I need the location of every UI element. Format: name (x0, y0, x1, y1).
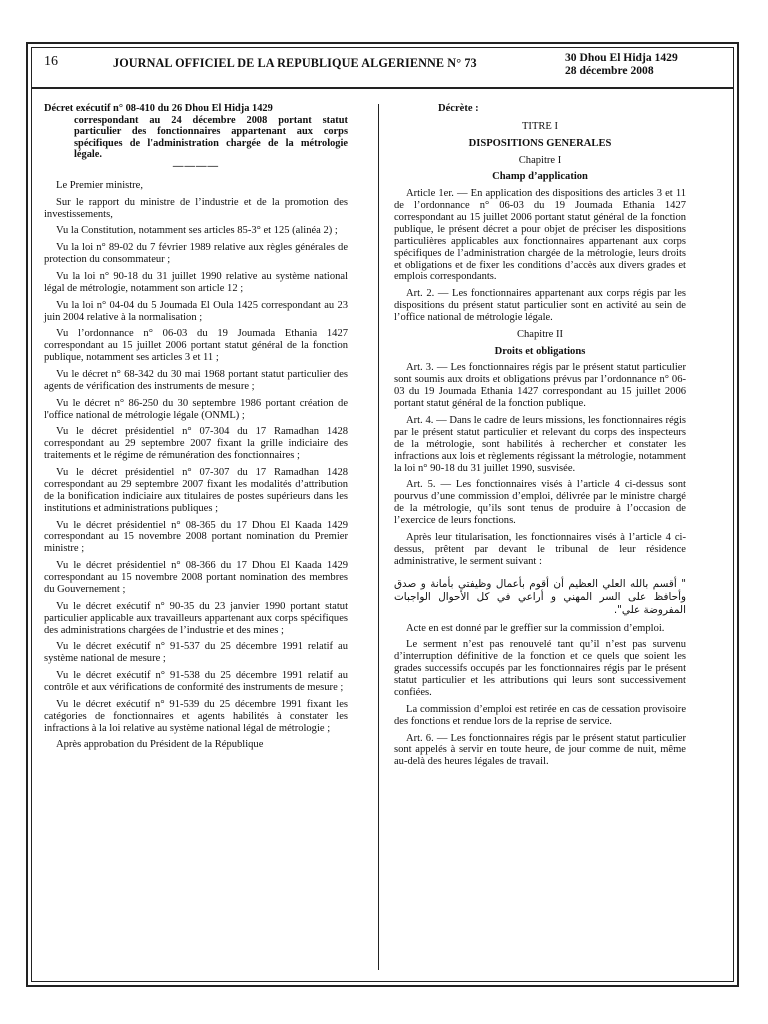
preamble-paragraph: Le Premier ministre, (56, 179, 143, 191)
preamble-paragraph: Vu le décret exécutif n° 91-539 du 25 décembre 1991 fixant les catégories de fonctionnaires et agents habilités à constater les infractions à la loi relative au système national légal de métrologie ; (44, 698, 348, 734)
article-5-act: Acte en est donné par le greffier sur la commission d’emploi. (406, 622, 665, 634)
journal-title: JOURNAL OFFICIEL DE LA REPUBLIQUE ALGERIENNE N° 73 (113, 56, 477, 70)
chapitre2-heading: Chapitre II (517, 328, 563, 340)
chapitre2-name: Droits et obligations (494, 345, 586, 357)
article-3: Art. 3. — Les fonctionnaires régis par le présent statut particulier sont soumis aux droits et obligations prévus par l’ordonnance n° 06-03 du 19 Joumada Ethania 1427 correspondant au 15 juillet 2006 portant statut général de la fonction publique. (394, 362, 686, 410)
preamble-paragraph: Après approbation du Président de la République (56, 739, 264, 751)
preamble-paragraph: Vu la Constitution, notamment ses articles 85-3° et 125 (alinéa 2) ; (56, 225, 338, 237)
article-6: Art. 6. — Les fonctionnaires régis par le présent statut particulier sont appelés à servir en toute heure, de jour comme de nuit, même au-delà des heures légales de travail. (394, 732, 686, 768)
header-date-gregorian: 28 décembre 2008 (565, 64, 654, 77)
decree-title (44, 103, 348, 161)
preamble-paragraph: Vu la loi n° 90-18 du 31 juillet 1990 relative au système national légal de métrologie, notamment son article 12 ; (44, 270, 348, 294)
preamble-paragraph: Vu le décret n° 86-250 du 30 septembre 1986 portant création de l'office national de métrologie légale (ONML) ; (44, 397, 348, 421)
page-number: 16 (44, 54, 58, 69)
right-column (394, 103, 686, 773)
left-column (44, 103, 348, 756)
article-4: Art. 4. — Dans le cadre de leurs missions, les fonctionnaires régis par le présent statut particulier et relevant du corps des inspecteurs de la métrologie, sont habilités à rechercher et constater les infractions aux lois et règlements régissant la métrologie, notamment la loi n° 90-18 du 31 juillet 1990, susvisée. (394, 414, 686, 474)
article-5-withdrawal: La commission d’emploi est retirée en cas de cessation provisoire des fonctions et rendue lors de la reprise de service. (394, 703, 686, 727)
preamble-paragraph: Vu la loi n° 89-02 du 7 février 1989 relative aux règles générales de protection du consommateur ; (44, 242, 348, 266)
preamble-paragraph: Vu le décret exécutif n° 91-537 du 25 décembre 1991 relatif au système national de mesure ; (44, 641, 348, 665)
decree-title-line1: Décret exécutif n° 08-410 du 26 Dhou El Hidja 1429 (44, 103, 273, 114)
header-rule (31, 87, 734, 89)
preamble-paragraph: Sur le rapport du ministre de l’industrie et de la promotion des investissements, (44, 196, 348, 220)
preamble-paragraph: Vu le décret présidentiel n° 08-366 du 17 Dhou El Kaada 1429 correspondant au 15 novembre 2008 portant nomination des membres du Gouvernement ; (44, 560, 348, 595)
preamble-paragraph: Vu le décret exécutif n° 90-35 du 23 janvier 1990 portant statut particulier applicable aux travailleurs appartenant aux corps spécifiques des administrations chargées de l’industrie et des mines ; (44, 600, 348, 636)
preamble-paragraph: Vu le décret présidentiel n° 07-307 du 17 Ramadhan 1428 correspondant au 29 septembre 2007 fixant les modalités d’attribution de la bonification indiciaire aux titulaires de postes supérieurs dans les institutions et administrations publiques ; (44, 467, 348, 514)
titre-heading: TITRE I (521, 120, 559, 132)
article-2: Art. 2. — Les fonctionnaires appartenant aux corps régis par les dispositions du présent statut particulier sont en activité au sein de l’office national de métrologie légale. (394, 288, 686, 324)
header-date-hijri: 30 Dhou El Hidja 1429 (565, 51, 678, 64)
article-5-oath-intro: Après leur titularisation, les fonctionnaires visés à l’article 4 ci-dessus, prêtent par devant le tribunal de leur résidence administrative, le serment suivant : (394, 531, 686, 567)
chapitre1-name: Champ d’application (492, 171, 588, 183)
article-1: Article 1er. — En application des dispositions des articles 3 et 11 de l’ordonnance n° 06-03 du 19 Joumada Ethania 1427 correspondant au 15 juillet 2006 portant statut général de la fonction publique, le présent décret a pour objet de préciser les dispositions particulières applicables aux fonctionnaires appartenant aux corps spécifiques de l’administration chargée de la métrologie, leurs droits et obligations et de fixer les conditions d’accès aux divers grades et emplois correspondants. (394, 188, 686, 283)
preamble-paragraph: Vu le décret présidentiel n° 08-365 du 17 Dhou El Kaada 1429 correspondant au 15 novembre 2008 portant nomination du Premier ministre ; (44, 519, 348, 555)
preamble-paragraph: Vu l’ordonnance n° 06-03 du 19 Joumada Ethania 1427 correspondant au 15 juillet 2006 portant statut général de la fonction publique, notamment ses articles 3 et 11 ; (44, 328, 348, 364)
chapitre1-heading: Chapitre I (518, 154, 562, 166)
titre-name: DISPOSITIONS GENERALES (468, 137, 612, 149)
decree-title-rest: correspondant au 24 décembre 2008 portant statut particulier des fonctionnaires appartenant aux corps spécifiques de l'administration chargée de la métrologie légale. (74, 114, 348, 161)
article-5: Art. 5. — Les fonctionnaires visés à l’article 4 ci-dessus sont pourvus d’une commission d’emploi, délivrée par le ministre chargé de la métrologie, qu’ils sont tenus de produire à l’occasion de l’exercice de leurs fonctions. (394, 479, 686, 527)
article-5-renewal: Le serment n’est pas renouvelé tant qu’il n’est pas survenu d’interruption définitive de la fonction et ce quels que soient les grades successifs occupés par les fonctionnaires régis par le présent statut particulier et les attributions qui leurs sont successivement confiées. (394, 639, 686, 699)
preamble-paragraph: Vu le décret présidentiel n° 07-304 du 17 Ramadhan 1428 correspondant au 29 septembre 2007 fixant la grille indiciaire des traitements et le régime de rémunération des fonctionnaires ; (44, 426, 348, 462)
title-separator: ———— (172, 160, 220, 172)
decrete-heading: Décrète : (438, 103, 479, 114)
preamble-paragraph: Vu la loi n° 04-04 du 5 Joumada El Oula 1425 correspondant au 23 juin 2004 relative à la normalisation ; (44, 299, 348, 323)
preamble-paragraph: Vu le décret exécutif n° 91-538 du 25 décembre 1991 relatif au contrôle et aux vérifications de conformité des instruments de mesure ; (44, 670, 348, 693)
column-divider (378, 104, 379, 970)
preamble-paragraph: Vu le décret n° 68-342 du 30 mai 1968 portant statut particulier des agents de vérification des instruments de mesure ; (44, 368, 348, 392)
oath-arabic-text: " أقسم بالله العلي العظيم أن أقوم بأعمال وظيفتي بأمانة و صدق وأحافظ على السر المهني و أراعي في كل الأحوال الواجبات المفروضة علي". (394, 577, 686, 616)
